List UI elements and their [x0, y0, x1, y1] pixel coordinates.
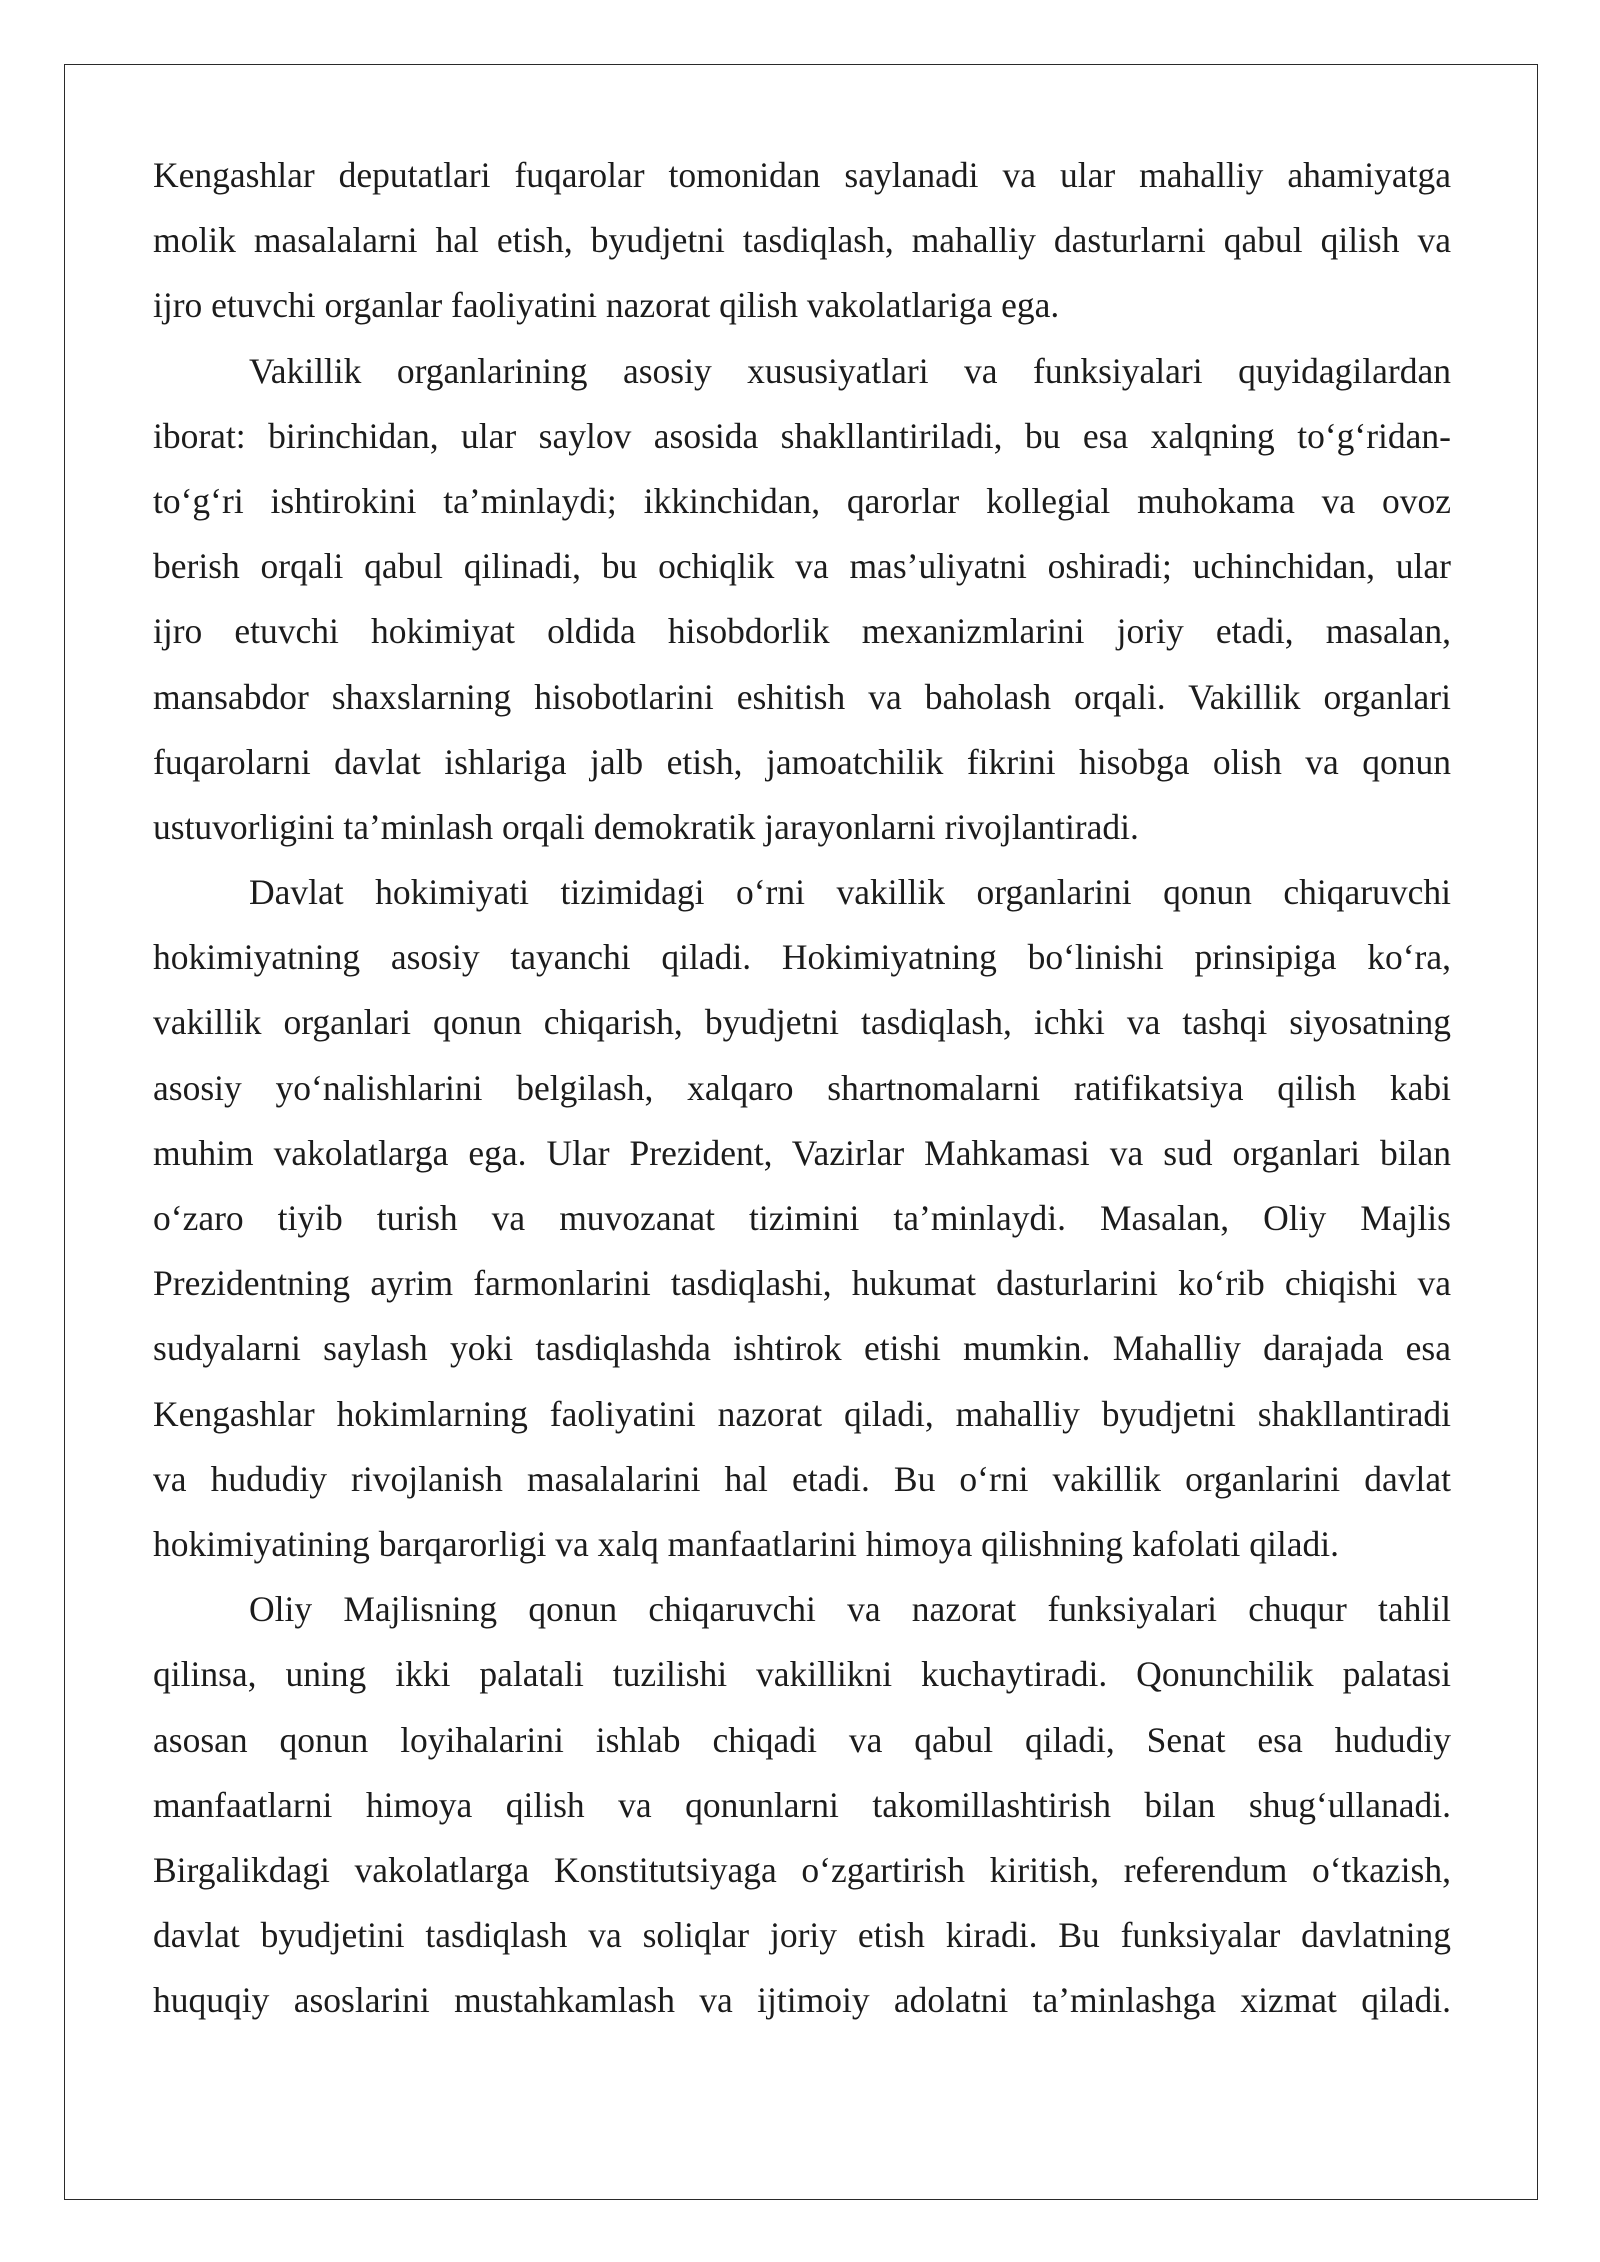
paragraph-3	[153, 867, 1451, 1584]
text-line: Oliy Majlisning qonun chiqaruvchi va nazorat funksiyalari chuqur tahlil	[249, 1589, 1451, 1630]
text-line: Prezidentning ayrim farmonlarini tasdiqlashi, hukumat dasturlarini ko‘rib chiqishi va	[153, 1263, 1451, 1304]
text-line: asosiy yo‘nalishlarini belgilash, xalqaro shartnomalarni ratifikatsiya qilish kabi	[153, 1067, 1451, 1108]
paragraph-4	[153, 1584, 1451, 2040]
text-line: muhim vakolatlarga ega. Ular Prezident, Vazirlar Mahkamasi va sud organlari bilan	[153, 1132, 1451, 1173]
text-line: to‘g‘ri ishtirokini ta’minlaydi; ikkinchidan, qarorlar kollegial muhokama va ovoz	[153, 480, 1451, 521]
text-line: o‘zaro tiyib turish va muvozanat tizimini ta’minlaydi. Masalan, Oliy Majlis	[153, 1198, 1451, 1238]
text-line: manfaatlarni himoya qilish va qonunlarni takomillashtirish bilan shug‘ullanadi.	[153, 1784, 1451, 1825]
text-line: Davlat hokimiyati tizimidagi o‘rni vakillik organlarini qonun chiqaruvchi	[249, 872, 1451, 913]
paragraph-1	[153, 150, 1451, 346]
text-line: ijro etuvchi organlar faoliyatini nazorat qilish vakolatlariga ega.	[153, 285, 1060, 326]
text-line: Vakillik organlarining asosiy xususiyatlari va funksiyalari quyidagilardan	[249, 350, 1451, 391]
text-line: molik masalalarni hal etish, byudjetni tasdiqlash, mahalliy dasturlarni qabul qilish va	[153, 220, 1451, 261]
text-line: iborat: birinchidan, ular saylov asosida shakllantiriladi, bu esa xalqning to‘g‘ridan-	[153, 415, 1451, 456]
paragraph-2	[153, 346, 1451, 868]
text-line: hokimiyatining barqarorligi va xalq manfaatlarini himoya qilishning kafolati qiladi.	[153, 1523, 1340, 1564]
text-line: asosan qonun loyihalarini ishlab chiqadi va qabul qiladi, Senat esa hududiy	[153, 1719, 1451, 1760]
text-line: vakillik organlari qonun chiqarish, byudjetni tasdiqlash, ichki va tashqi siyosatning	[153, 1002, 1451, 1043]
text-line: fuqarolarni davlat ishlariga jalb etish, jamoatchilik fikrini hisobga olish va qonun	[153, 741, 1451, 782]
text-line: hokimiyatning asosiy tayanchi qiladi. Hokimiyatning bo‘linishi prinsipiga ko‘ra,	[153, 937, 1451, 978]
text-line: Birgalikdagi vakolatlarga Konstitutsiyaga o‘zgartirish kiritish, referendum o‘tkazish,	[153, 1849, 1451, 1890]
document-body	[153, 150, 1451, 2040]
text-line: qilinsa, uning ikki palatali tuzilishi vakillikni kuchaytiradi. Qonunchilik palatasi	[153, 1654, 1451, 1695]
text-line: sudyalarni saylash yoki tasdiqlashda ishtirok etishi mumkin. Mahalliy darajada esa	[153, 1328, 1451, 1369]
text-line: ijro etuvchi hokimiyat oldida hisobdorlik mexanizmlarini joriy etadi, masalan,	[153, 611, 1451, 652]
text-line: davlat byudjetini tasdiqlash va soliqlar joriy etish kiradi. Bu funksiyalar davlatning	[153, 1915, 1451, 1956]
text-line: berish orqali qabul qilinadi, bu ochiqlik va mas’uliyatni oshiradi; uchinchidan, ular	[153, 546, 1451, 587]
text-line: va hududiy rivojlanish masalalarini hal etadi. Bu o‘rni vakillik organlarini davlat	[153, 1458, 1451, 1499]
text-line: Kengashlar deputatlari fuqarolar tomonidan saylanadi va ular mahalliy ahamiyatga	[153, 155, 1451, 195]
text-line: ustuvorligini ta’minlash orqali demokratik jarayonlarni rivojlantiradi.	[153, 806, 1139, 847]
text-line: mansabdor shaxslarning hisobotlarini eshitish va baholash orqali. Vakillik organlari	[153, 676, 1451, 717]
text-line: Kengashlar hokimlarning faoliyatini nazorat qiladi, mahalliy byudjetni shakllantiradi	[153, 1393, 1451, 1434]
text-line: huquqiy asoslarini mustahkamlash va ijtimoiy adolatni ta’minlashga xizmat qiladi.	[153, 1980, 1451, 2021]
